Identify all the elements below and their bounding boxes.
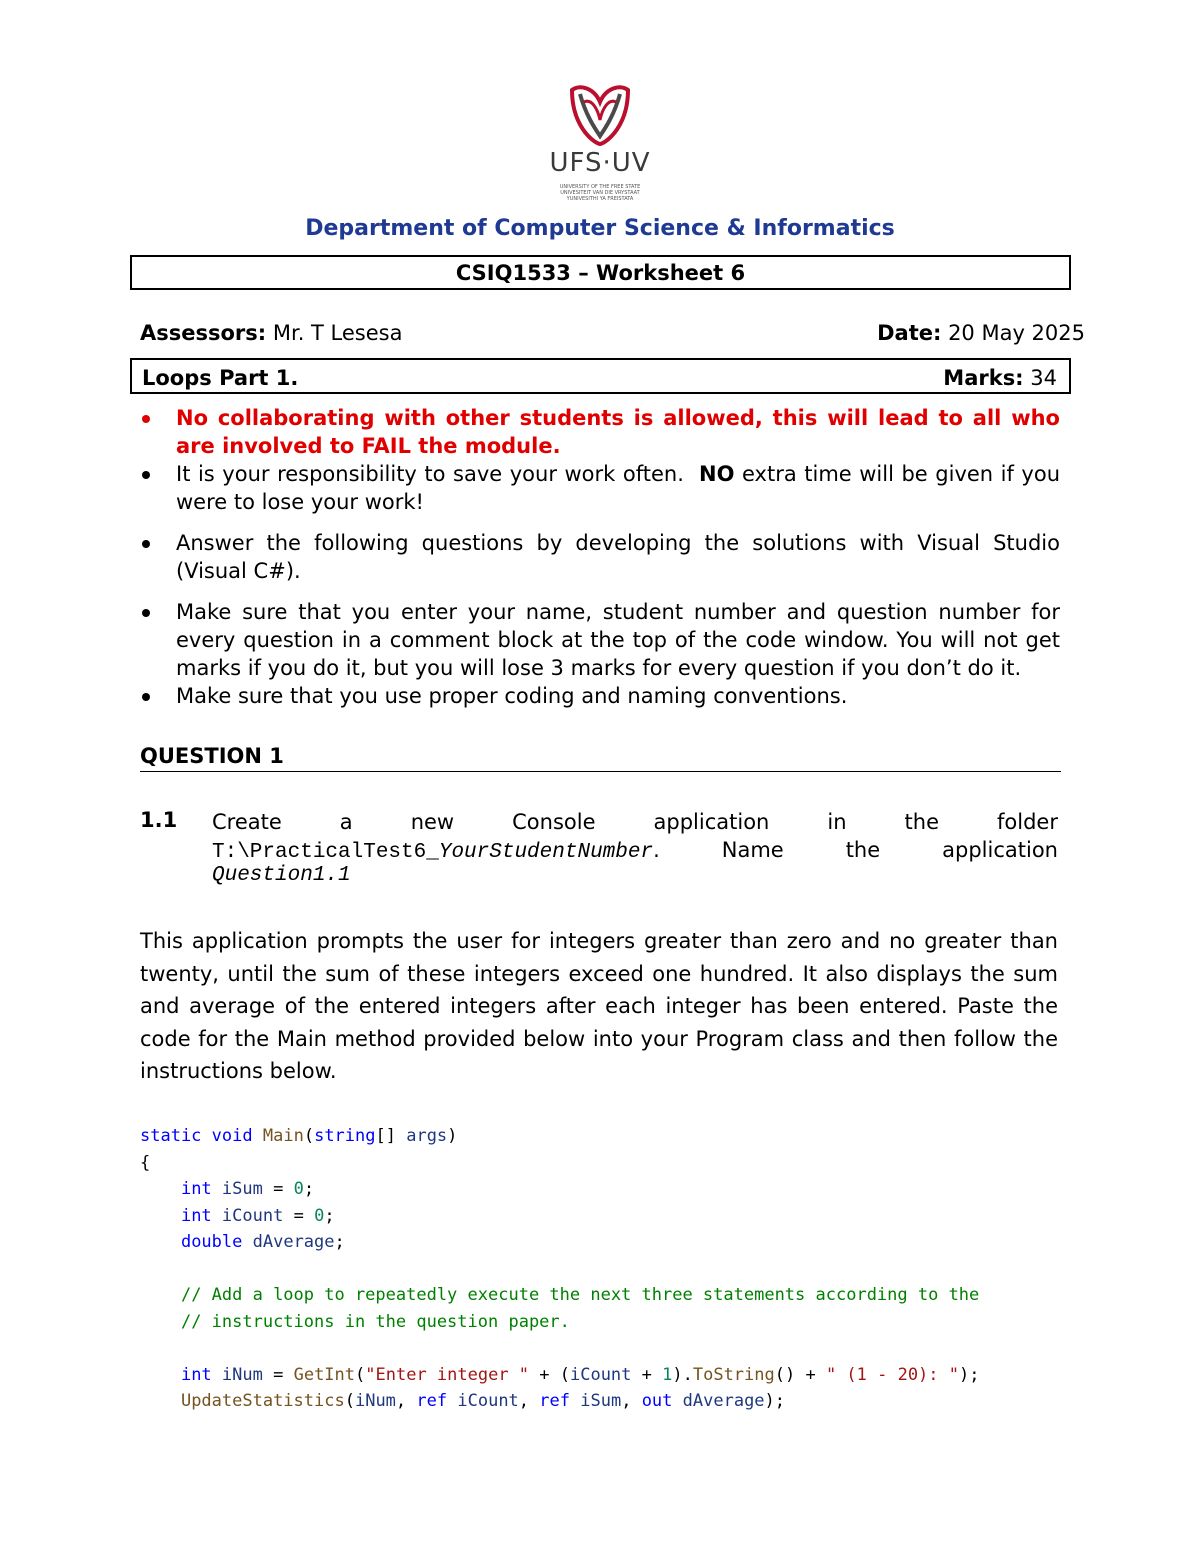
section-header xyxy=(130,358,1071,394)
question-heading: QUESTION 1 xyxy=(140,744,1061,772)
bullet-icon xyxy=(142,540,150,548)
marks-value: 34 xyxy=(1023,366,1057,390)
date-line xyxy=(877,321,1085,345)
bullet-icon xyxy=(142,693,150,701)
folder-path: T:\PracticalTest6_YourStudentNumber xyxy=(212,841,654,864)
code-block: static void Main(string[] args) { int iSum = 0; int iCount = 0; double dAverage; // Add a loop to repeatedly execute the next three statements according to the // instructions in the question paper. int iNum = GetInt("Enter integer " + (iCount + 1).ToString() + " (1 - 20): "); UpdateStatistics(iNum, ref iCount, ref iSum, out dAverage); xyxy=(140,1126,980,1411)
application-name: Question1.1 xyxy=(212,864,351,887)
marks-line xyxy=(943,360,1057,396)
rule-item: Make sure that you use proper coding and naming conventions. xyxy=(140,682,1060,710)
university-logo xyxy=(540,80,660,210)
rule-item: It is your responsibility to save your work often. NO extra time will be given if you were to lose your work! xyxy=(140,460,1060,516)
logo-wordmark: UFS·UV xyxy=(549,148,651,178)
ufs-emblem-icon xyxy=(540,80,660,150)
rules-list xyxy=(140,404,1060,723)
date-value: 20 May 2025 xyxy=(941,321,1085,345)
bullet-icon xyxy=(142,609,150,617)
department-heading: Department of Computer Science & Informatics xyxy=(305,216,895,241)
assessors-label: Assessors: xyxy=(140,321,267,345)
question-instruction: Create a new Console application in the folder T:\PracticalTest6_YourStudentNumber. Name the application xyxy=(212,810,1058,864)
question-number: 1.1 xyxy=(140,808,178,832)
worksheet-title: CSIQ1533 – Worksheet 6 xyxy=(130,255,1071,290)
assessors-line xyxy=(140,321,402,345)
question-paragraph: This application prompts the user for integers greater than zero and no greater than twenty, until the sum of these integers exceed one hundred. It also displays the sum and average of the entered integers after each integer has been entered. Paste the code for the Main method provided below into your Program class and then follow the instructions below. xyxy=(140,929,1058,1083)
section-label: Loops Part 1. xyxy=(142,366,299,390)
bullet-icon xyxy=(142,415,150,423)
rule-item: Answer the following questions by developing the solutions with Visual Studio (Visual C#). xyxy=(140,529,1060,585)
rule-item: No collaborating with other students is allowed, this will lead to all who are involved to FAIL the module. xyxy=(140,404,1060,460)
logo-subtext: UNIVESITEIT VAN DIE VRYSTAAT xyxy=(560,190,640,196)
bullet-icon xyxy=(142,471,150,479)
marks-label: Marks: xyxy=(943,366,1024,390)
logo-subtext: UNIVERSITY OF THE FREE STATE xyxy=(559,184,641,190)
logo-subtext: YUNIVESITHI YA FREISTATA xyxy=(566,196,634,202)
assessors-value: Mr. T Lesesa xyxy=(266,321,403,345)
rule-item: Make sure that you enter your name, student number and question number for every question in a comment block at the top of the code window. You will not get marks if you do it, but you will lose 3 marks for every question if you don’t do it. xyxy=(140,598,1060,682)
date-label: Date: xyxy=(877,321,942,345)
